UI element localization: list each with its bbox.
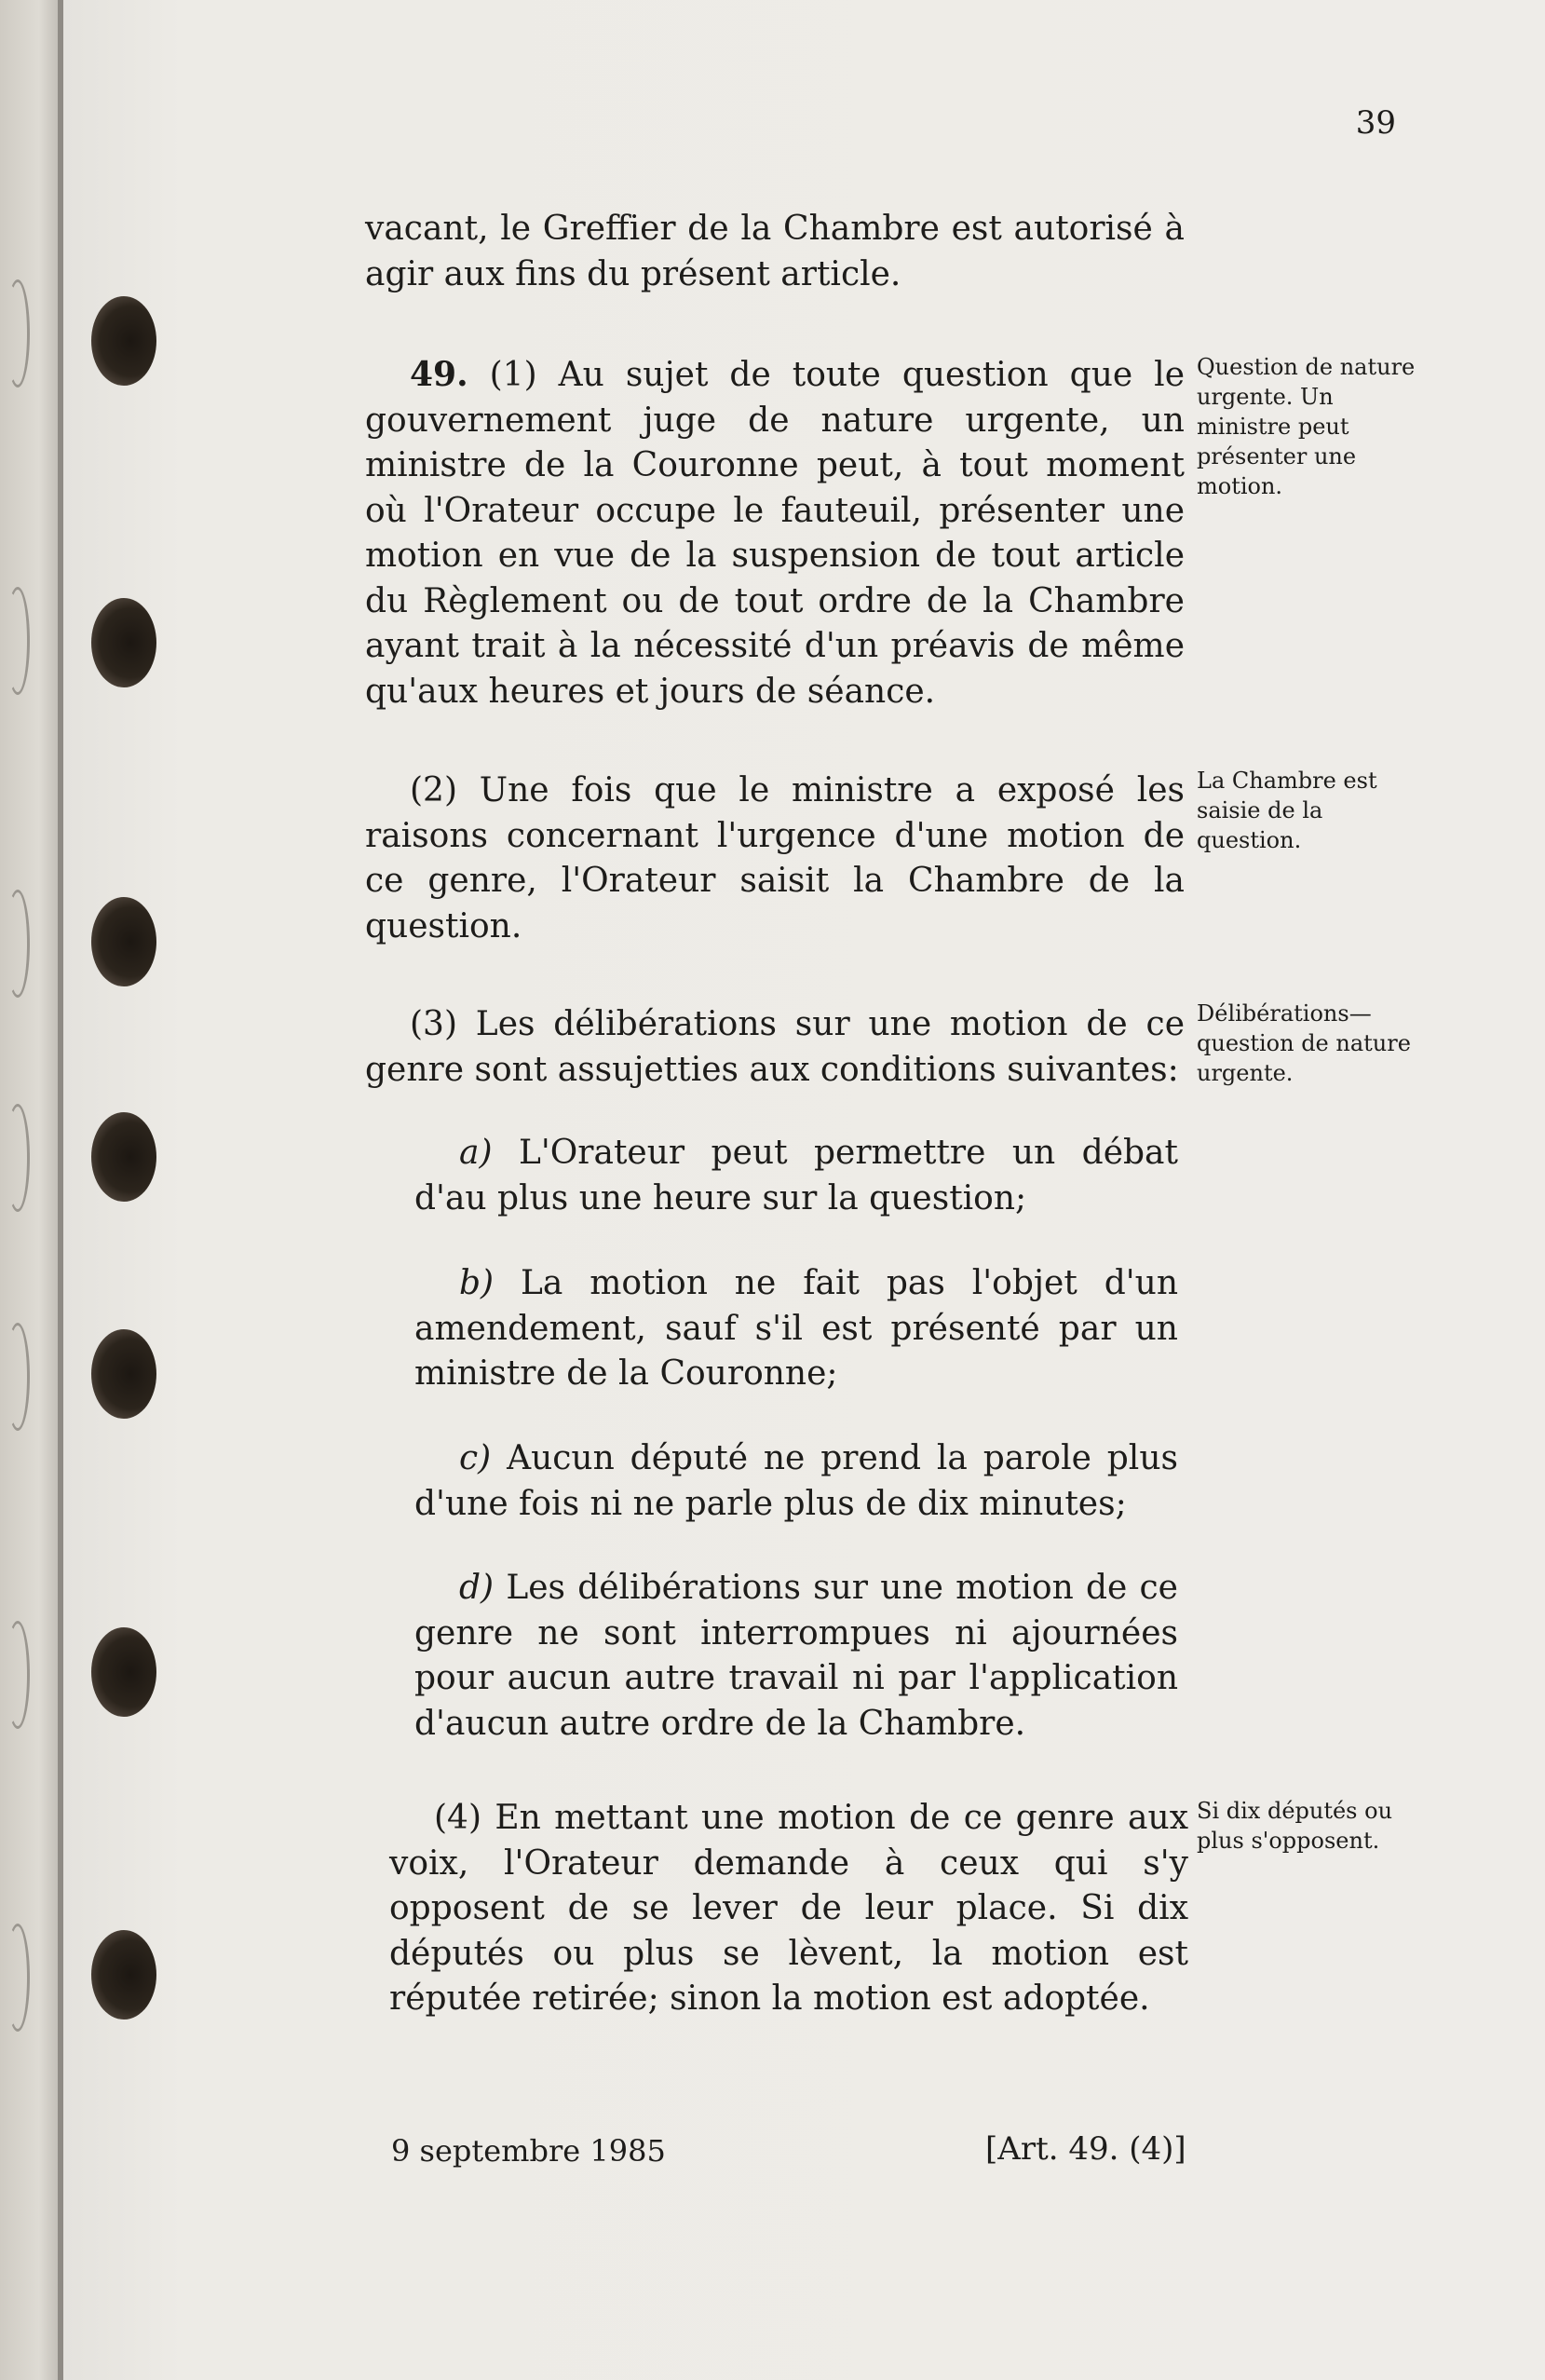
- item-label: a): [459, 1134, 493, 1172]
- article-49-3: [365, 1002, 1185, 1093]
- subsection-3-text: (3) Les délibérations sur une motion de ce genre sont assujetties aux conditions suivantes:: [365, 1005, 1185, 1089]
- list-item: [414, 1131, 1178, 1221]
- subsection-label: (1): [489, 356, 537, 394]
- binder-ring: [6, 1621, 30, 1729]
- item-text: Les délibérations sur une motion de ce genre ne sont interrompues ni ajournées pour aucun autre travail ni par l'application d'aucun autre ordre de la Chambre.: [414, 1569, 1178, 1743]
- punch-hole: [91, 897, 156, 986]
- item-text: La motion ne fait pas l'objet d'un amendement, sauf s'il est présenté par un ministre de la Couronne;: [414, 1264, 1179, 1393]
- subsection-2-text: (2) Une fois que le ministre a exposé les raisons concernant l'urgence d'une motion de ce genre, l'Orateur saisit la Chambre de la question.: [365, 771, 1185, 945]
- page-number: 39: [1355, 104, 1396, 142]
- item-label: b): [459, 1264, 495, 1302]
- list-item: [414, 1261, 1178, 1397]
- margin-note: Délibérations— question de nature urgente.: [1197, 1000, 1411, 1086]
- item-text: L'Orateur peut permettre un débat d'au plus une heure sur la question;: [414, 1134, 1178, 1217]
- binder-ring: [6, 1104, 30, 1212]
- punch-hole: [91, 1112, 156, 1202]
- punch-hole: [91, 1329, 156, 1419]
- article-49-4: [389, 1796, 1188, 2022]
- item-label: c): [459, 1439, 492, 1477]
- article-49-1: [365, 352, 1185, 714]
- binder-ring: [6, 890, 30, 998]
- item-label: d): [459, 1569, 495, 1607]
- binder-ring: [6, 279, 30, 388]
- article-49-1-text: [365, 352, 1185, 714]
- margin-note: Si dix députés ou plus s'opposent.: [1197, 1798, 1393, 1854]
- punch-hole: [91, 296, 156, 386]
- article-49-2: [365, 768, 1185, 949]
- list-item: [414, 1436, 1178, 1527]
- margin-note: Question de nature urgente. Un ministre peut présenter une motion.: [1197, 354, 1416, 499]
- subsection-4-text: (4) En mettant une motion de ce genre aux voix, l'Orateur demande à ceux qui s'y opposent de se lever de leur place. Si dix députés ou plus se lèvent, la motion est réputée retirée; sinon la motion est adoptée.: [389, 1799, 1188, 2018]
- continuation-text: vacant, le Greffier de la Chambre est autorisé à agir aux fins du présent article.: [365, 210, 1185, 293]
- item-text: Aucun député ne prend la parole plus d'une fois ni ne parle plus de dix minutes;: [414, 1439, 1178, 1523]
- subsection-text: Au sujet de toute question que le gouvernement juge de nature urgente, un ministre de la Couronne peut, à tout moment où l'Orateur occupe le fauteuil, présenter une motion en vue de la suspension de tout article du Règlement ou de tout ordre de la Chambre ayant trait à la nécessité d'un préavis de même qu'aux heures et jours de séance.: [365, 356, 1185, 711]
- margin-note: La Chambre est saisie de la question.: [1197, 768, 1377, 853]
- punch-hole: [91, 598, 156, 687]
- footer-date: 9 septembre 1985: [391, 2133, 666, 2169]
- continuation-paragraph: [365, 207, 1185, 297]
- punch-hole: [91, 1930, 156, 2020]
- binder-ring: [6, 1323, 30, 1431]
- footer-reference: [Art. 49. (4)]: [985, 2130, 1186, 2168]
- binder-ring: [6, 1924, 30, 2032]
- punch-hole: [91, 1627, 156, 1717]
- article-number: 49.: [410, 355, 468, 394]
- list-item: [414, 1566, 1178, 1747]
- binder-ring: [6, 587, 30, 695]
